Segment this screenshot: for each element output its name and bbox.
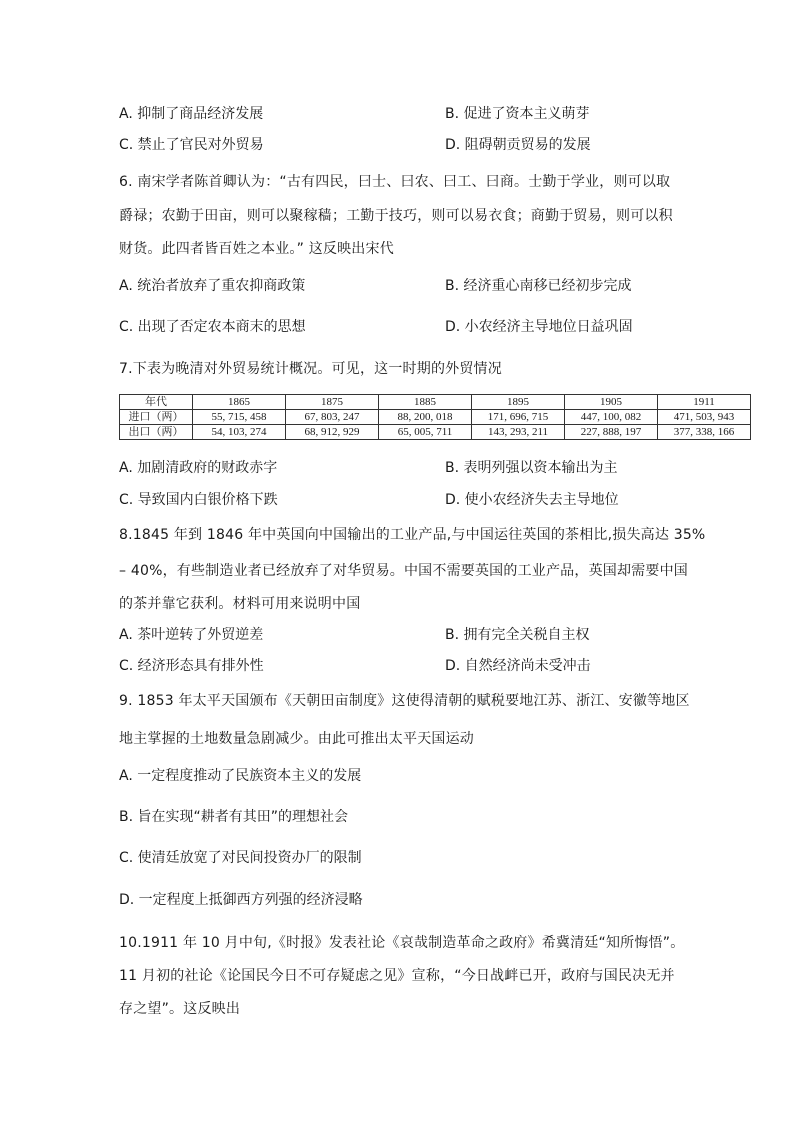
table-cell: 54, 103, 274 xyxy=(193,425,286,440)
table-header-cell: 年代 xyxy=(120,395,193,410)
table-header-cell: 1875 xyxy=(286,395,379,410)
q8-option-b: B. 拥有完全关税自主权 xyxy=(445,627,590,643)
q5-option-b: B. 促进了资本主义萌芽 xyxy=(445,106,590,122)
q6-stem-line-1: 6. 南宋学者陈首卿认为：“古有四民，曰士、曰农、曰工、曰商。士勤于学业，则可以取 xyxy=(119,174,671,190)
q8-stem-line-3: 的茶并靠它获利。材料可用来说明中国 xyxy=(119,596,361,612)
q7-option-b: B. 表明列强以资本输出为主 xyxy=(445,460,618,476)
table-header-cell: 1865 xyxy=(193,395,286,410)
q9-option-b: B. 旨在实现“耕者有其田”的理想社会 xyxy=(119,809,349,825)
table-cell: 143, 293, 211 xyxy=(472,425,565,440)
q7-option-a: A. 加剧清政府的财政赤字 xyxy=(119,460,278,476)
table-header-cell: 1895 xyxy=(472,395,565,410)
table-header-cell: 1911 xyxy=(658,395,751,410)
q9-stem-line-2: 地主掌握的土地数量急剧减少。由此可推出太平天国运动 xyxy=(119,731,474,747)
q8-stem-line-2: – 40%，有些制造业者已经放弃了对华贸易。中国不需要英国的工业产品，英国却需要中国 xyxy=(119,563,688,579)
table-row-import xyxy=(120,410,751,425)
q10-stem-line-1: 10.1911 年 10 月中旬,《时报》发表社论《哀哉制造革命之政府》希冀清廷“知所悔悟”。 xyxy=(119,935,685,951)
table-header-cell: 1885 xyxy=(379,395,472,410)
table-header-cell: 1905 xyxy=(565,395,658,410)
q8-option-c: C. 经济形态具有排外性 xyxy=(119,658,264,674)
table-cell: 67, 803, 247 xyxy=(286,410,379,425)
q9-option-a: A. 一定程度推动了民族资本主义的发展 xyxy=(119,768,362,784)
q6-option-b: B. 经济重心南移已经初步完成 xyxy=(445,278,632,294)
q7-option-d: D. 使小农经济失去主导地位 xyxy=(445,492,619,508)
table-cell: 377, 338, 166 xyxy=(658,425,751,440)
q9-option-d: D. 一定程度上抵御西方列强的经济浸略 xyxy=(119,892,363,908)
trade-statistics-table xyxy=(119,394,751,440)
q10-stem-line-3: 存之望”。这反映出 xyxy=(119,1001,241,1017)
q10-stem-line-2: 11 月初的社论《论国民今日不可存疑虑之见》宣称，“今日战衅已开，政府与国民决无并 xyxy=(119,968,675,984)
q6-option-a: A. 统治者放弃了重农抑商政策 xyxy=(119,278,306,294)
table-cell: 227, 888, 197 xyxy=(565,425,658,440)
table-cell: 68, 912, 929 xyxy=(286,425,379,440)
q8-option-a: A. 茶叶逆转了外贸逆差 xyxy=(119,627,264,643)
table-cell: 出口（两） xyxy=(120,425,193,440)
table-cell: 471, 503, 943 xyxy=(658,410,751,425)
q6-stem-line-2: 爵禄；农勤于田亩，则可以聚稼穑；工勤于技巧，则可以易衣食；商勤于贸易，则可以积 xyxy=(119,208,673,224)
q7-option-c: C. 导致国内白银价格下跌 xyxy=(119,492,278,508)
q6-stem-line-3: 财货。此四者皆百姓之本业。” 这反映出宋代 xyxy=(119,241,394,257)
table-cell: 进口（两） xyxy=(120,410,193,425)
table-cell: 88, 200, 018 xyxy=(379,410,472,425)
q5-option-a: A. 抑制了商品经济发展 xyxy=(119,106,264,122)
q8-stem-line-1: 8.1845 年到 1846 年中英国向中国输出的工业产品,与中国运往英国的茶相比,损失高达 35% xyxy=(119,527,706,543)
q6-option-c: C. 出现了否定农本商末的思想 xyxy=(119,319,306,335)
table-cell: 447, 100, 082 xyxy=(565,410,658,425)
q5-option-d: D. 阻碍朝贡贸易的发展 xyxy=(445,137,591,153)
table-header-row xyxy=(120,395,751,410)
q9-option-c: C. 使清廷放宽了对民间投资办厂的限制 xyxy=(119,850,362,866)
q7-stem: 7.下表为晚清对外贸易统计概况。可见，这一时期的外贸情况 xyxy=(119,361,502,377)
q8-option-d: D. 自然经济尚未受冲击 xyxy=(445,658,591,674)
table-cell: 171, 696, 715 xyxy=(472,410,565,425)
table-cell: 65, 005, 711 xyxy=(379,425,472,440)
table-row-export xyxy=(120,425,751,440)
q6-option-d: D. 小农经济主导地位日益巩固 xyxy=(445,319,633,335)
q5-option-c: C. 禁止了官民对外贸易 xyxy=(119,137,264,153)
table-cell: 55, 715, 458 xyxy=(193,410,286,425)
q9-stem-line-1: 9. 1853 年太平天国颁布《天朝田亩制度》这使得清朝的赋税要地江苏、浙江、安徽等地区 xyxy=(119,693,690,709)
